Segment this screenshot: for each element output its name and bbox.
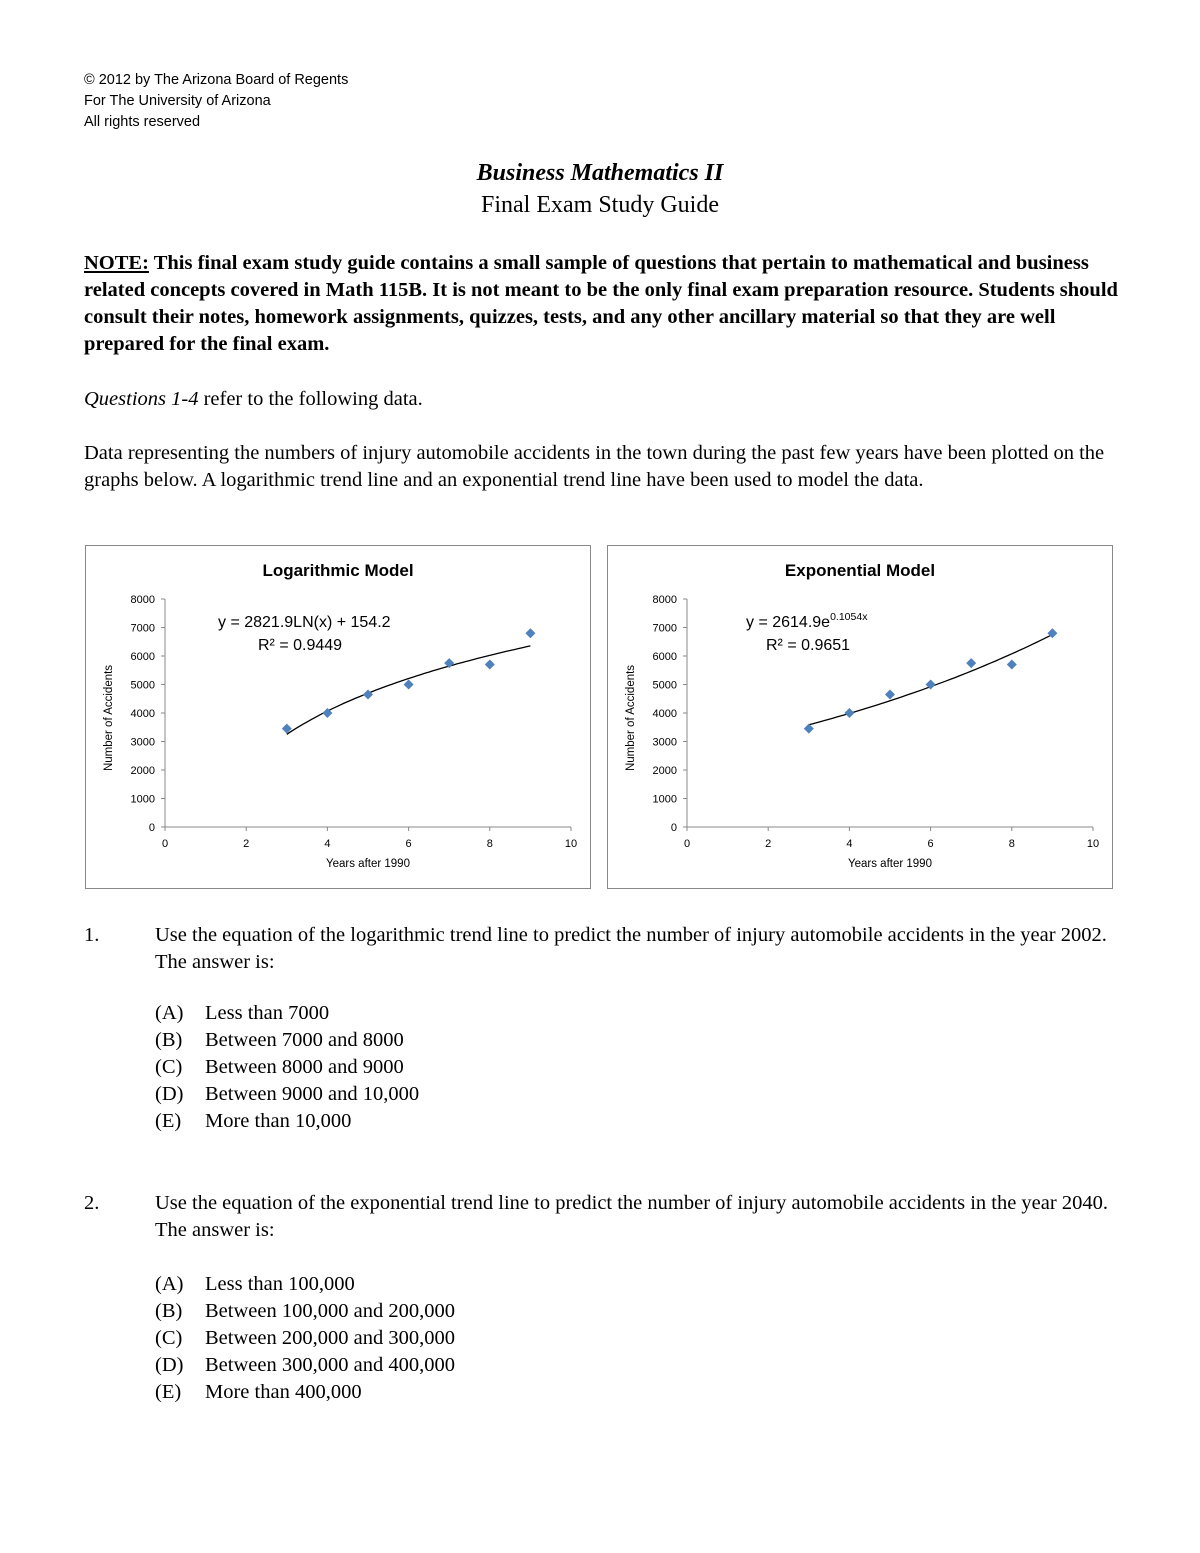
note-lead: NOTE: (84, 252, 149, 274)
y-tick-label: 1000 (130, 793, 155, 806)
y-tick-label: 5000 (652, 679, 677, 692)
x-axis-label: Years after 1990 (326, 858, 410, 870)
data-point (363, 689, 373, 699)
x-tick-label: 6 (927, 838, 934, 850)
exponential-chart (607, 545, 1113, 889)
data-point (844, 708, 854, 718)
copyright-line: © 2012 by The Arizona Board of Regents (84, 72, 349, 88)
equation-base: y = 2614.9e (746, 614, 831, 631)
trend-line (287, 646, 531, 734)
option-letter: (B) (155, 1029, 183, 1051)
y-tick-label: 3000 (652, 736, 677, 749)
data-point (1007, 660, 1017, 670)
data-point (804, 724, 814, 734)
y-axis-label: Number of Accidents (625, 664, 637, 772)
y-tick-label: 0 (670, 822, 677, 834)
option-text: More than 10,000 (205, 1110, 352, 1132)
option-text: Less than 7000 (205, 1002, 330, 1024)
chart-title: Logarithmic Model (262, 561, 414, 580)
data-intro-paragraph: Data representing the numbers of injury automobile accidents in the town during the past few years have been plotted on the graphs below. A logarithmic trend line and an exponential trend line have been used to model the data. (84, 442, 1105, 491)
x-tick-label: 8 (1008, 838, 1015, 850)
y-axis-label: Number of Accidents (103, 664, 115, 772)
y-tick-label: 3000 (130, 736, 155, 749)
option-letter: (B) (155, 1300, 183, 1322)
trendline-equation (746, 611, 868, 631)
data-point (966, 658, 976, 668)
chart-title: Exponential Model (784, 561, 936, 580)
option-text: Between 7000 and 8000 (205, 1029, 404, 1051)
option-letter: (C) (155, 1327, 183, 1349)
x-tick-label: 4 (846, 838, 853, 850)
note-paragraph (84, 250, 1124, 358)
option-text: Between 8000 and 9000 (205, 1056, 404, 1078)
copyright-line: For The University of Arizona (84, 93, 271, 109)
r-squared-label: R² = 0.9449 (258, 637, 343, 654)
note-body: This final exam study guide contains a small sample of questions that pertain to mathematical and business related concepts covered in Math 115B. It is not meant to be the only final exam preparation resource. Students should consult their notes, homework assignments, quizzes, tests, and any other ancillary material so that they are well prepared for the final exam. (84, 252, 1118, 355)
option-letter: (E) (155, 1381, 182, 1403)
questions-reference (84, 386, 1124, 413)
y-tick-label: 7000 (652, 622, 677, 635)
option-letter: (A) (155, 1273, 184, 1295)
copyright-block (84, 70, 348, 133)
option-letter: (C) (155, 1056, 183, 1078)
y-tick-label: 8000 (652, 594, 677, 606)
option-text: Between 9000 and 10,000 (205, 1083, 420, 1105)
data-point (485, 660, 495, 670)
x-tick-label: 4 (324, 838, 331, 850)
logarithmic-chart (85, 545, 591, 889)
y-tick-label: 1000 (652, 793, 677, 806)
r-squared-label: R² = 0.9651 (766, 637, 851, 654)
y-tick-label: 5000 (130, 679, 155, 692)
y-tick-label: 4000 (130, 708, 155, 720)
option-text: More than 400,000 (205, 1381, 362, 1403)
document-title: Business Mathematics II (476, 160, 724, 186)
question-number: 2. (84, 1192, 100, 1214)
question-stem: Use the equation of the exponential trend line to predict the number of injury automobile accidents in the year 2040. The answer is: (155, 1192, 1108, 1241)
option-letter: (D) (155, 1083, 184, 1105)
x-tick-label: 10 (564, 838, 578, 850)
document-subtitle: Final Exam Study Guide (481, 192, 719, 218)
data-point (525, 628, 535, 638)
trendline-equation: y = 2821.9LN(x) + 154.2 (218, 614, 391, 631)
option-text: Between 300,000 and 400,000 (205, 1354, 455, 1376)
exponential-chart-plot (608, 546, 1112, 888)
x-tick-label: 8 (486, 838, 493, 850)
y-tick-label: 6000 (652, 651, 677, 663)
y-tick-label: 0 (148, 822, 155, 834)
option-letter: (E) (155, 1110, 182, 1132)
y-tick-label: 4000 (652, 708, 677, 720)
x-tick-label: 10 (1086, 838, 1100, 850)
y-tick-label: 2000 (652, 765, 677, 777)
y-tick-label: 8000 (130, 594, 155, 606)
questions-range: Questions 1-4 (84, 388, 199, 410)
question-stem: Use the equation of the logarithmic trend line to predict the number of injury automobile accidents in the year 2002. The answer is: (155, 924, 1107, 973)
y-tick-label: 7000 (130, 622, 155, 635)
data-point (404, 680, 414, 690)
y-tick-label: 6000 (130, 651, 155, 663)
option-letter: (A) (155, 1002, 184, 1024)
x-tick-label: 6 (405, 838, 412, 850)
equation-exponent: 0.1054x (830, 611, 868, 623)
option-letter: (D) (155, 1354, 184, 1376)
x-tick-label: 0 (161, 838, 169, 850)
x-tick-label: 2 (243, 838, 250, 850)
question-number: 1. (84, 924, 100, 946)
x-axis-label: Years after 1990 (848, 858, 932, 870)
logarithmic-chart-plot (86, 546, 590, 888)
y-tick-label: 2000 (130, 765, 155, 777)
x-tick-label: 0 (683, 838, 691, 850)
x-tick-label: 2 (765, 838, 772, 850)
option-text: Between 100,000 and 200,000 (205, 1300, 455, 1322)
option-text: Less than 100,000 (205, 1273, 355, 1295)
data-point (885, 689, 895, 699)
option-text: Between 200,000 and 300,000 (205, 1327, 455, 1349)
questions-reference-text: refer to the following data. (198, 388, 423, 410)
copyright-line: All rights reserved (84, 114, 201, 130)
